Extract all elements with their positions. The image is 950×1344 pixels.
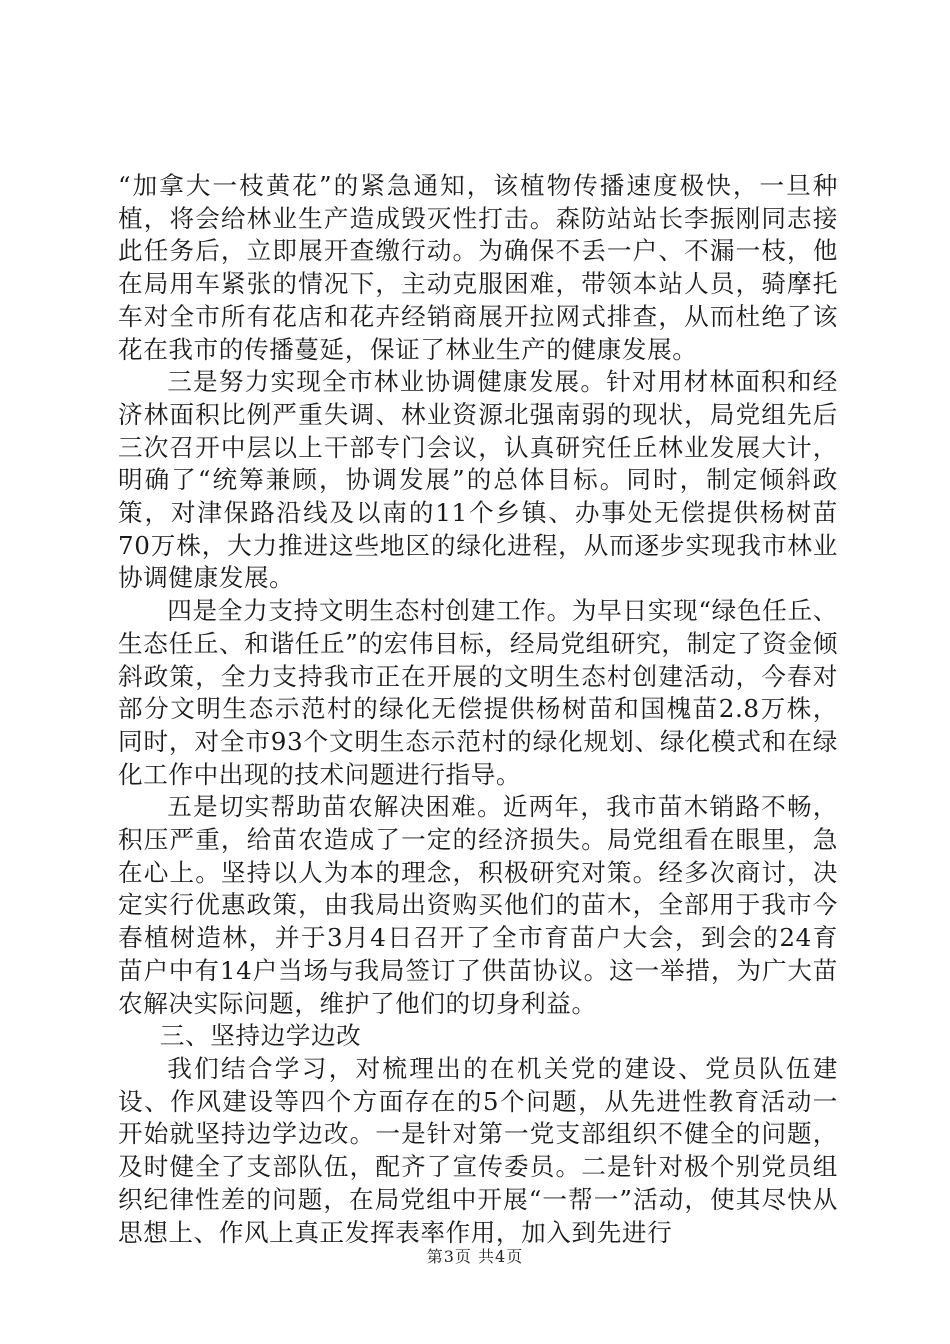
paragraph-seedling-farmers: 五是切实帮助苗农解决困难。近两年，我市苗木销路不畅，积压严重，给苗农造成了一定的经济损失。局党组看在眼里，急在心上。坚持以人为本的理念，积极研究对策。经多次商讨，决定实行优惠政策，由我局出资购买他们的苗木，全部用于我市今春植树造林，并于3月4日召开了全市育苗户大会，到会的24育苗户中有14户当场与我局签订了供苗协议。这一举措，为广大苗农解决实际问题，维护了他们的切身利益。	[118, 792, 838, 1018]
section-heading: 三、坚持边学边改	[159, 1021, 362, 1051]
document-body	[118, 170, 838, 1249]
paragraph-forestry-development: 三是努力实现全市林业协调健康发展。针对用材林面积和经济林面积比例严重失调、林业资源北强南弱的现状，局党组先后三次召开中层以上干部专门会议，认真研究任丘林业发展大计，明确了“统筹兼顾，协调发展”的总体目标。同时，制定倾斜政策，对津保路沿线及以南的11个乡镇、办事处无偿提供杨树苗70万株，大力推进这些地区的绿化进程，从而逐步实现我市林业协调健康发展。	[118, 367, 838, 593]
paragraph-eco-village: 四是全力支持文明生态村创建工作。为早日实现“绿色任丘、生态任丘、和谐任丘”的宏伟目标，经局党组研究，制定了资金倾斜政策，全力支持我市正在开展的文明生态村创建活动，今春对部分文明生态示范村的绿化无偿提供杨树苗和国槐苗2.8万株，同时，对全市93个文明生态示范村的绿化规划、绿化模式和在绿化工作中出现的技术问题进行指导。	[118, 596, 838, 789]
paragraph-learn-and-improve: 我们结合学习，对梳理出的在机关党的建设、党员队伍建设、作风建设等四个方面存在的5个问题，从先进性教育活动一开始就坚持边学边改。一是针对第一党支部组织不健全的问题，及时健全了支部队伍，配齐了宣传委员。二是针对极个别党员组织纪律性差的问题，在局党组中开展“一帮一”活动，使其尽快从思想上、作风上真正发挥表率作用，加入到先进行	[118, 1053, 838, 1247]
page-footer: 第3页 共4页	[426, 1247, 524, 1266]
paragraph-continuation: “加拿大一枝黄花”的紧急通知，该植物传播速度极快，一旦种植，将会给林业生产造成毁灭性打击。森防站站长李振刚同志接此任务后，立即展开查缴行动。为确保不丢一户、不漏一枝，他在局用车紧张的情况下，主动克服困难，带领本站人员，骑摩托车对全市所有花店和花卉经销商展开拉网式排查，从而杜绝了该花在我市的传播蔓延，保证了林业生产的健康发展。	[118, 171, 838, 364]
